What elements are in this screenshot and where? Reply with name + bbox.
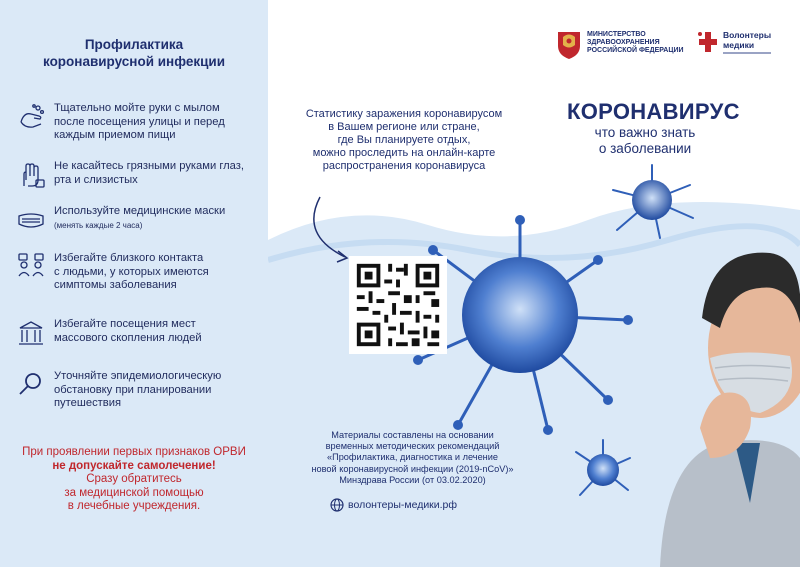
prevention-title: Профилактика коронавирусной инфекции [42, 37, 226, 69]
red-cross-icon [697, 30, 719, 54]
ministry-logo: МИНИСТЕРСТВО ЗДРАВООХРАНЕНИЯ РОССИЙСКОЙ ФЕДЕРАЦИИ [555, 28, 690, 64]
website-link[interactable]: волонтеры-медики.рф [330, 498, 500, 514]
volunteers-logo: Волонтеры медики [697, 28, 797, 64]
magnifier-icon [16, 370, 46, 400]
statistics-text: Статистику заражения коронавирусом в Вашем регионе или стране, где Вы планируете отдых, можно проследить на онлайн-карте распространения коронавируса [305, 108, 503, 172]
page-subtitle: что важно знать о заболевании [594, 125, 696, 156]
people-contact-icon [16, 252, 46, 282]
globe-icon [330, 498, 344, 512]
crowd-place-icon [16, 318, 46, 348]
no-touch-face-icon [16, 160, 46, 190]
russian-emblem-icon [555, 28, 583, 60]
hand-wash-icon [16, 102, 46, 132]
self-treatment-warning: При проявлении первых признаков ОРВИ не допускайте самолечение! Сразу обратитесь за медицинской помощью в лечебные учреждения. [22, 446, 246, 512]
qr-code-image [349, 256, 447, 354]
prevention-panel: Профилактика коронавирусной инфекции Тщательно мойте руки с мылом после посещения улицы и перед каждым приемом пищи Не касайтесь грязными руками глаз, рта и слизистых Используйте медицинские маски (менять каждые 2 часа) Избегайте близкого контакта с людьми, у которых имеются симптомы заболевания Избегайте посещения мест массового скопления людей Уточняйте эпидемиологическую обстановку при планировании путешествия При проявлении первых признаков ОРВИ не допускайте самолечение! Сразу обратитесь за медицинской помощью в лечебные учреждения. [0, 0, 268, 567]
page-title: КОРОНАВИРУС [567, 99, 740, 124]
materials-source-text: Материалы составлены на основании временных методических рекомендаций «Профилактика, диагностика и лечение новой коронавирусной инфекции (2019-nCoV)» Минздрава России (от 03.02.2020) [311, 430, 514, 485]
coughing-person-image [640, 228, 800, 567]
qr-code[interactable] [349, 256, 447, 354]
mask-icon [16, 205, 46, 235]
logo-underline [723, 52, 771, 54]
